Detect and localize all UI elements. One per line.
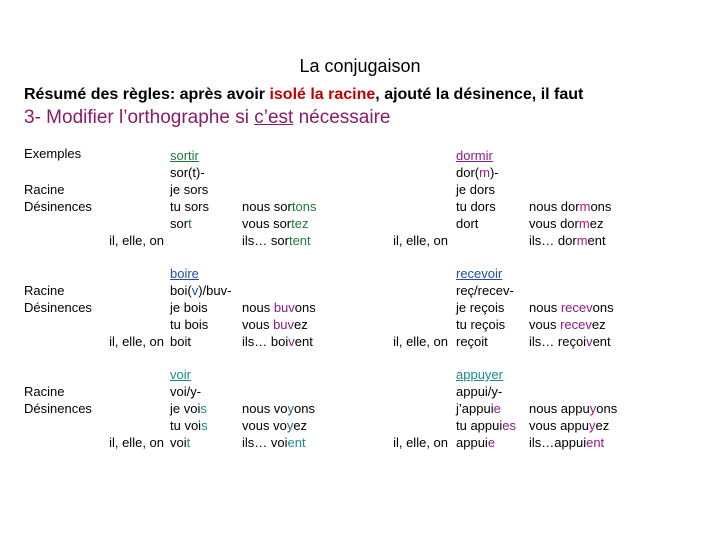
boire-vous — [242, 316, 316, 333]
boire-stem — [170, 282, 231, 299]
text-fragment: vous sor — [242, 216, 292, 231]
sortir-vous — [242, 215, 316, 232]
rule3-part-b: e si — [219, 107, 255, 128]
text-fragment: nous — [529, 300, 561, 315]
voir-nous — [242, 400, 315, 417]
recevoir-infinitive: recevoir — [456, 266, 503, 281]
text-fragment: vous appu — [529, 418, 589, 433]
text-fragment: ons — [592, 300, 614, 315]
appuyer-column — [456, 366, 516, 451]
appuyer-ils — [529, 434, 617, 451]
text-fragment: ils… boi — [242, 334, 289, 349]
recevoir-vous — [529, 316, 614, 333]
pronoun-label: il, elle, on — [109, 435, 164, 450]
text-fragment: voi — [170, 435, 187, 450]
dormir-tu — [456, 198, 499, 215]
text-fragment: vous — [242, 317, 274, 332]
pronoun-label: il, elle, on — [109, 334, 164, 349]
appuyer-il — [456, 434, 516, 451]
text-fragment: vous dor — [529, 216, 579, 231]
text-fragment: ils… dor — [529, 233, 577, 248]
text-fragment: v — [288, 334, 295, 349]
recevoir-je: je reçois — [456, 300, 505, 315]
sortir-ils — [242, 232, 316, 249]
text-fragment: ons — [596, 401, 618, 416]
dormir-infinitive: dormir — [456, 148, 493, 163]
text-fragment: ent — [287, 435, 306, 450]
text-fragment: t — [474, 216, 479, 231]
appuyer-infinitive: appuyer — [456, 367, 503, 382]
rules-highlight: isolé la racine — [269, 86, 376, 103]
boire-plural — [242, 299, 316, 350]
text-fragment: tent — [288, 233, 311, 248]
voir-column — [170, 366, 208, 451]
text-fragment: je sor — [170, 182, 202, 197]
text-fragment: ent — [592, 334, 611, 349]
dormir-column — [456, 147, 499, 232]
recevoir-plural — [529, 299, 614, 350]
text-fragment: buv — [273, 317, 295, 332]
pronoun-label: il, elle, on — [109, 233, 164, 248]
sortir-stem: sor(t)- — [170, 165, 205, 180]
text-fragment: recev — [560, 300, 593, 315]
dormir-vous — [529, 215, 611, 232]
sortir-tu — [170, 198, 209, 215]
text-fragment: ez — [595, 418, 610, 433]
appuyer-tu — [456, 417, 516, 434]
text-fragment: buv — [273, 300, 295, 315]
recevoir-ils — [529, 333, 614, 350]
text-fragment: ons — [294, 300, 316, 315]
text-fragment: m — [576, 233, 588, 248]
text-fragment: ils… sor — [242, 233, 289, 248]
sortir-infinitive: sortir — [170, 148, 199, 163]
appuyer-je — [456, 400, 516, 417]
rules-text-2: , ajouté la désinence, il faut — [375, 86, 584, 103]
dormir-nous — [529, 198, 611, 215]
text-fragment: ez — [591, 317, 606, 332]
text-fragment: vous vo — [242, 418, 287, 433]
pronoun-label: il, elle, on — [393, 334, 448, 349]
text-fragment: e — [493, 401, 501, 416]
recevoir-tu: tu reçois — [456, 317, 506, 332]
text-fragment: ils… reçoi — [529, 334, 587, 349]
text-fragment: y — [589, 418, 596, 433]
text-fragment: s — [202, 199, 210, 214]
boire-nous — [242, 299, 316, 316]
text-fragment: y — [589, 401, 597, 416]
text-fragment: es — [502, 418, 516, 433]
sortir-plural — [242, 198, 316, 249]
text-fragment: s — [489, 199, 496, 214]
text-fragment: nous vo — [242, 401, 288, 416]
voir-ils — [242, 434, 315, 451]
dormir-il — [456, 215, 499, 232]
boire-il: boit — [170, 334, 191, 349]
boire-je: je bois — [170, 300, 208, 315]
rules-summary — [24, 86, 583, 104]
voir-il — [170, 434, 208, 451]
dormir-stem — [456, 164, 499, 181]
text-fragment: y — [287, 401, 295, 416]
text-fragment: tu voi — [170, 418, 202, 433]
text-fragment: tez — [291, 216, 309, 231]
appuyer-nous — [529, 400, 617, 417]
dormir-ils — [529, 232, 611, 249]
text-fragment: boi( — [170, 283, 192, 298]
pronoun-label: il, elle, on — [393, 435, 448, 450]
desinences-label: Désinences — [24, 401, 92, 416]
text-fragment: sor — [170, 216, 189, 231]
sortir-column — [170, 147, 209, 232]
sortir-je — [170, 181, 209, 198]
text-fragment: e — [487, 435, 496, 450]
rule3-part-c: c’est — [254, 107, 294, 128]
text-fragment: ez — [293, 418, 308, 433]
text-fragment: s — [201, 418, 208, 433]
boire-ils — [242, 333, 316, 350]
text-fragment: ons — [294, 401, 316, 416]
text-fragment: vous — [529, 317, 561, 332]
text-fragment: ent — [587, 233, 606, 248]
text-fragment: ent — [586, 435, 605, 450]
text-fragment: je dor — [456, 182, 489, 197]
text-fragment: appui — [456, 435, 488, 450]
text-fragment: recev — [560, 317, 592, 332]
rule3-part-a: 3- Modifier l’orthograph — [24, 107, 220, 128]
voir-je — [170, 400, 208, 417]
text-fragment: )- — [489, 165, 499, 180]
rule3-part-d: nécessaire — [293, 107, 391, 128]
text-fragment: sor(t) — [170, 165, 201, 180]
recevoir-stem: reç/recev- — [456, 283, 514, 298]
racine-label: Racine — [24, 182, 65, 197]
voir-tu — [170, 417, 208, 434]
rules-text-1: Résumé des règles: après avoir — [24, 86, 270, 103]
boire-column — [170, 265, 231, 350]
text-fragment: t — [186, 435, 191, 450]
text-fragment: v — [191, 283, 199, 298]
text-fragment: ez — [589, 216, 604, 231]
recevoir-il: reçoit — [456, 334, 488, 349]
boire-tu: tu bois — [170, 317, 209, 332]
text-fragment: ons — [590, 199, 612, 214]
appuyer-vous — [529, 417, 617, 434]
recevoir-nous — [529, 299, 614, 316]
text-fragment: nous dor — [529, 199, 580, 214]
text-fragment: v — [586, 334, 593, 349]
text-fragment: m — [579, 199, 591, 214]
examples-label: Exemples — [24, 146, 82, 161]
appuyer-plural — [529, 400, 617, 451]
text-fragment: nous sor — [242, 199, 292, 214]
text-fragment: dor — [456, 216, 475, 231]
text-fragment: m — [578, 216, 590, 231]
voir-plural — [242, 400, 315, 451]
voir-infinitive: voir — [170, 367, 191, 382]
text-fragment: ent — [294, 334, 313, 349]
sortir-il — [170, 215, 209, 232]
dormir-je — [456, 181, 499, 198]
racine-label: Racine — [24, 384, 65, 399]
dormir-plural — [529, 198, 611, 249]
desinences-label: Désinences — [24, 300, 92, 315]
rule-3 — [24, 107, 390, 129]
text-fragment: s — [201, 182, 209, 197]
text-fragment: je voi — [170, 401, 201, 416]
text-fragment: ez — [294, 317, 308, 332]
voir-stem: voi/y- — [170, 384, 202, 399]
text-fragment: dor( — [456, 165, 480, 180]
text-fragment: j’appui — [456, 401, 494, 416]
text-fragment: ils…appui — [529, 435, 587, 450]
text-fragment: tu appui — [456, 418, 503, 433]
text-fragment: nous — [242, 300, 274, 315]
text-fragment: tu dor — [456, 199, 490, 214]
voir-vous — [242, 417, 315, 434]
text-fragment: s — [200, 401, 207, 416]
text-fragment: nous appu — [529, 401, 590, 416]
sortir-nous — [242, 198, 316, 215]
racine-label: Racine — [24, 283, 65, 298]
text-fragment: )/buv- — [198, 283, 232, 298]
text-fragment: tu sor — [170, 199, 203, 214]
desinences-label: Désinences — [24, 199, 92, 214]
pronoun-label: il, elle, on — [393, 233, 448, 248]
text-fragment: y — [286, 418, 294, 433]
text-fragment: ils… voi — [242, 435, 288, 450]
text-fragment: m — [479, 165, 490, 180]
boire-infinitive: boire — [170, 266, 199, 281]
text-fragment: s — [488, 182, 496, 197]
appuyer-stem: appui/y- — [456, 384, 503, 399]
page-title: La conjugaison — [299, 56, 421, 76]
recevoir-column — [456, 265, 514, 350]
text-fragment: tons — [291, 199, 317, 214]
text-fragment: t — [188, 216, 192, 231]
